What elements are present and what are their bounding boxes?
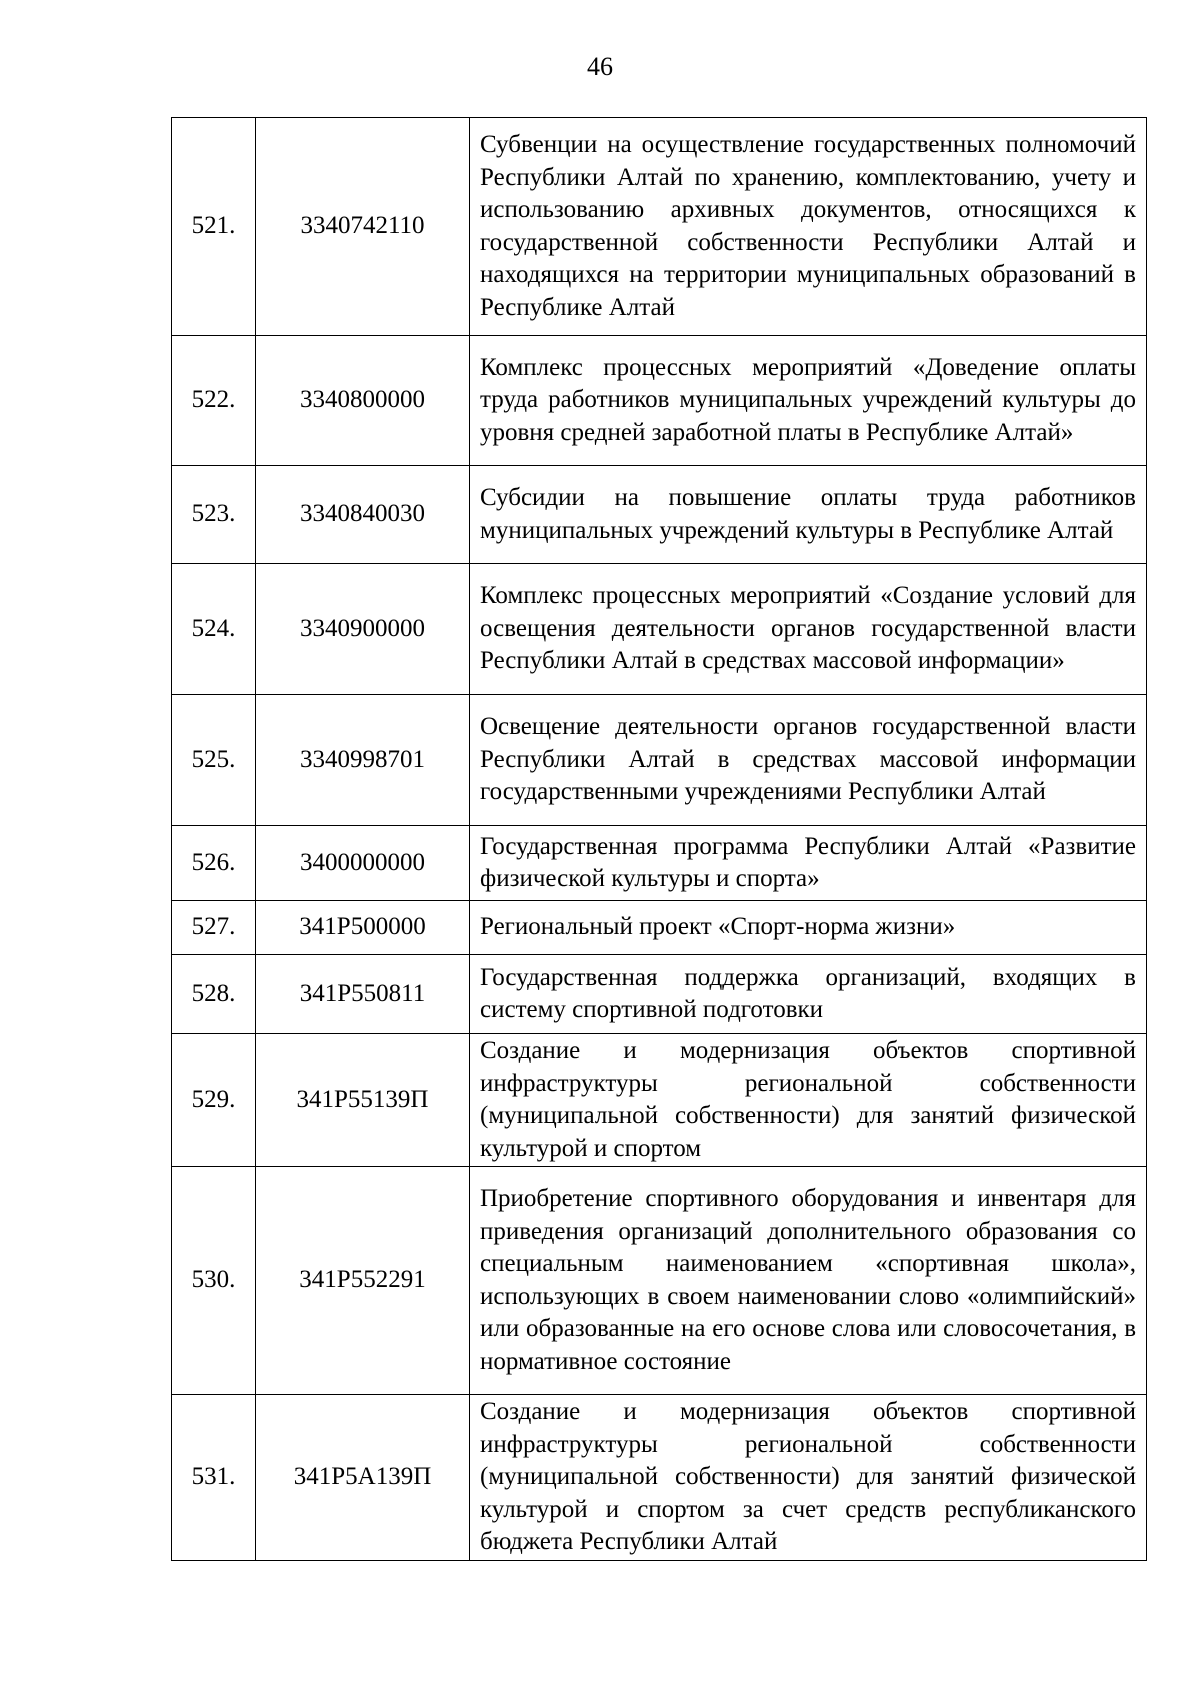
page-number: 46 bbox=[587, 52, 613, 81]
table-row bbox=[172, 1395, 1147, 1561]
table-row bbox=[172, 118, 1147, 336]
table-row bbox=[172, 955, 1147, 1034]
classification-code: 341P552291 bbox=[256, 1167, 470, 1395]
table-row bbox=[172, 1167, 1147, 1395]
row-number: 524. bbox=[172, 564, 256, 695]
classification-code: 341P55139П bbox=[256, 1034, 470, 1167]
row-description: Субвенции на осуществление государственных полномочий Республики Алтай по хранению, комплектованию, учету и использованию архивных документов, относящихся к государственной собственности Республики Алтай и находящихся на территории муниципальных образований в Республике Алтай bbox=[470, 118, 1147, 336]
classification-code: 3400000000 bbox=[256, 826, 470, 901]
row-number: 530. bbox=[172, 1167, 256, 1395]
row-number: 527. bbox=[172, 901, 256, 955]
table-row bbox=[172, 695, 1147, 826]
budget-code-table bbox=[171, 117, 1147, 1561]
row-description: Региональный проект «Спорт-норма жизни» bbox=[470, 901, 1147, 955]
classification-code: 3340800000 bbox=[256, 336, 470, 466]
classification-code: 3340998701 bbox=[256, 695, 470, 826]
row-description: Приобретение спортивного оборудования и инвентаря для приведения организаций дополнительного образования со специальным наименованием «спортивная школа», использующих в своем наименовании слово «олимпийский» или образованные на его основе слова или словосочетания, в нормативное состояние bbox=[470, 1167, 1147, 1395]
classification-code: 3340900000 bbox=[256, 564, 470, 695]
table-row bbox=[172, 336, 1147, 466]
table-row bbox=[172, 564, 1147, 695]
row-number: 528. bbox=[172, 955, 256, 1034]
classification-code: 341P550811 bbox=[256, 955, 470, 1034]
row-number: 526. bbox=[172, 826, 256, 901]
row-description: Освещение деятельности органов государственной власти Республики Алтай в средствах массовой информации государственными учреждениями Республики Алтай bbox=[470, 695, 1147, 826]
table-row bbox=[172, 466, 1147, 564]
row-description: Субсидии на повышение оплаты труда работников муниципальных учреждений культуры в Республике Алтай bbox=[470, 466, 1147, 564]
classification-code: 341P5A139П bbox=[256, 1395, 470, 1561]
row-description: Комплекс процессных мероприятий «Доведение оплаты труда работников муниципальных учреждений культуры до уровня средней заработной платы в Республике Алтай» bbox=[470, 336, 1147, 466]
row-number: 531. bbox=[172, 1395, 256, 1561]
classification-code: 341P500000 bbox=[256, 901, 470, 955]
row-description: Государственная программа Республики Алтай «Развитие физической культуры и спорта» bbox=[470, 826, 1147, 901]
row-description: Создание и модернизация объектов спортивной инфраструктуры региональной собственности (муниципальной собственности) для занятий физической культурой и спортом за счет средств республиканского бюджета Республики Алтай bbox=[470, 1395, 1147, 1561]
row-description: Создание и модернизация объектов спортивной инфраструктуры региональной собственности (муниципальной собственности) для занятий физической культурой и спортом bbox=[470, 1034, 1147, 1167]
row-number: 529. bbox=[172, 1034, 256, 1167]
classification-code: 3340742110 bbox=[256, 118, 470, 336]
table-row bbox=[172, 901, 1147, 955]
row-number: 523. bbox=[172, 466, 256, 564]
row-description: Комплекс процессных мероприятий «Создание условий для освещения деятельности органов государственной власти Республики Алтай в средствах массовой информации» bbox=[470, 564, 1147, 695]
row-number: 521. bbox=[172, 118, 256, 336]
table-row bbox=[172, 1034, 1147, 1167]
classification-code: 3340840030 bbox=[256, 466, 470, 564]
row-description: Государственная поддержка организаций, входящих в систему спортивной подготовки bbox=[470, 955, 1147, 1034]
row-number: 522. bbox=[172, 336, 256, 466]
table-row bbox=[172, 826, 1147, 901]
row-number: 525. bbox=[172, 695, 256, 826]
